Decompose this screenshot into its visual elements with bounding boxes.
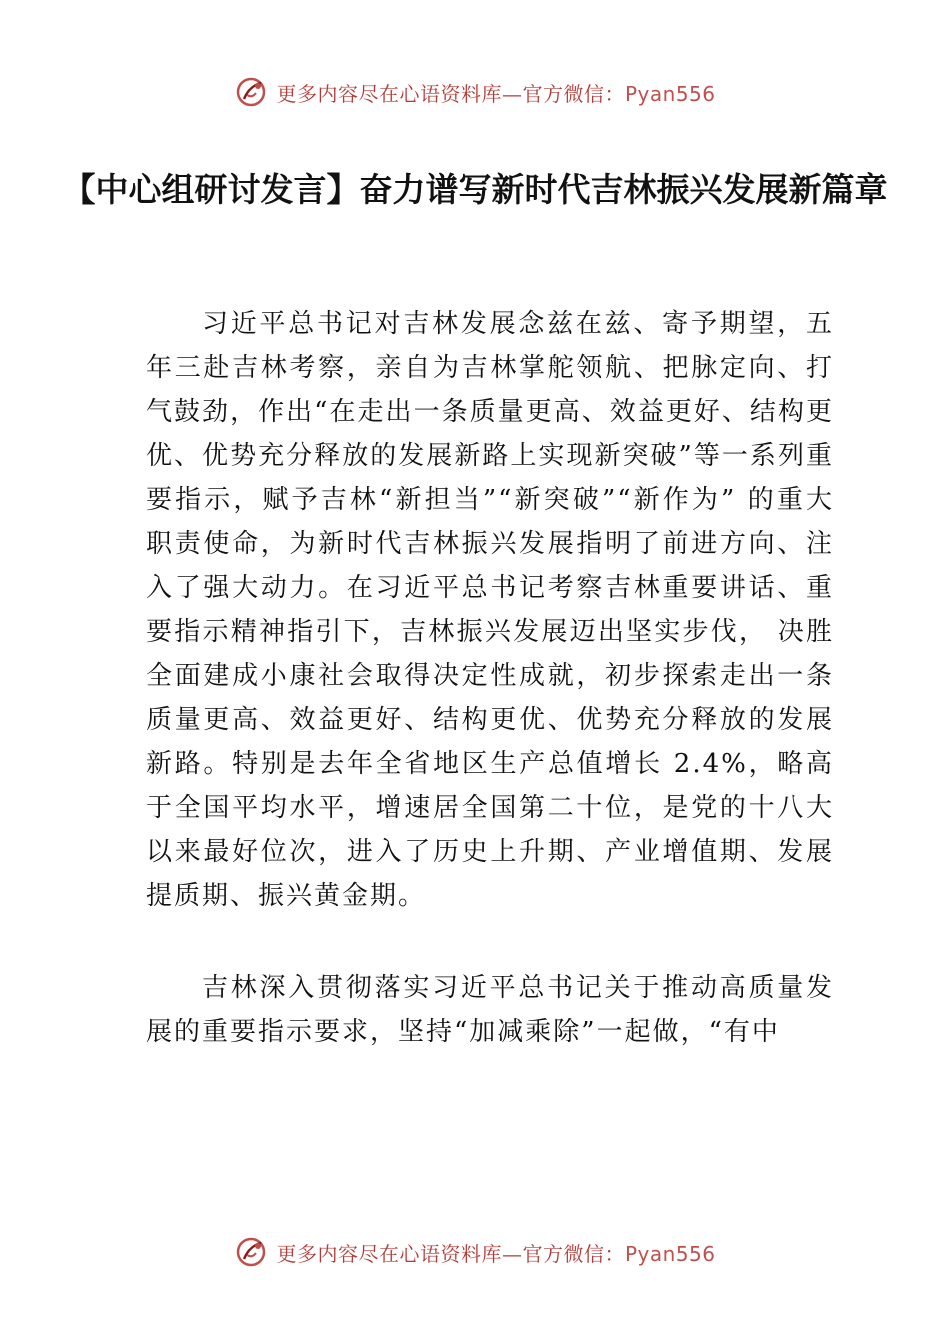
flower-logo-icon [234,1235,268,1269]
watermark-text: 更多内容尽在心语资料库—官方微信：Pyan556 [276,81,716,106]
footer-watermark [0,1232,950,1272]
header-watermark [0,72,950,112]
paragraph-2: 吉林深入贯彻落实习近平总书记关于推动高质量发展的重要指示要求，坚持“加减乘除”一起做，“有中 [146,973,834,1047]
watermark-text: 更多内容尽在心语资料库—官方微信：Pyan556 [276,1241,716,1266]
wechat-id: Pyan556 [624,81,716,106]
paragraph-1: 习近平总书记对吉林发展念兹在兹、寄予期望，五年三赴吉林考察，亲自为吉林掌舵领航、把脉定向、打气鼓劲，作出“在走出一条质量更高、效益更好、结构更优、优势充分释放的发展新路上实现新突破”等一系列重要指示，赋予吉林“新担当”“新突破”“新作为” 的重大职责使命，为新时代吉林振兴发展指明了前进方向、注入了强大动力。在习近平总书记考察吉林重要讲话、重要指示精神指引下，吉林振兴发展迈出坚实步伐， 决胜全面建成小康社会取得决定性成就，初步探索走出一条质量更高、效益更好、结构更优、优势充分释放的发展新路。特别是去年全省地区生产总值增长 2.4%，略高于全国平均水平，增速居全国第二十位，是党的十八大以来最好位次，进入了历史上升期、产业增值期、发展提质期、振兴黄金期。 [146,309,834,911]
document-title: 【中心组研讨发言】奋力谱写新时代吉林振兴发展新篇章 [62,170,888,209]
flower-logo-icon [234,75,268,109]
wechat-id: Pyan556 [624,1241,716,1266]
